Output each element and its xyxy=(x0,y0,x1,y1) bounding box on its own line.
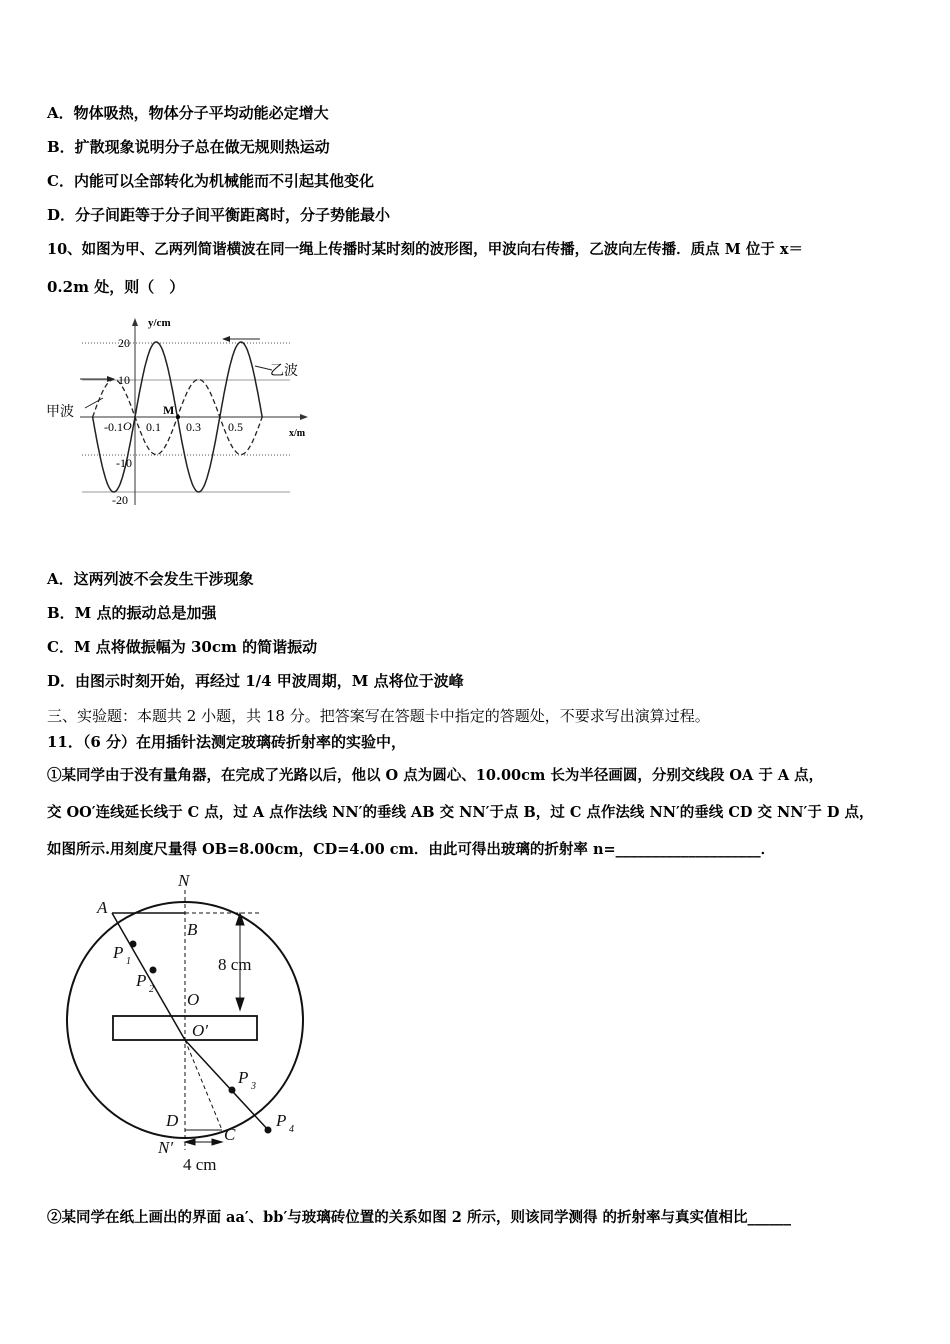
svg-text:10: 10 xyxy=(118,373,130,387)
svg-text:8 cm: 8 cm xyxy=(218,955,252,974)
svg-text:P: P xyxy=(113,943,124,962)
svg-text:1: 1 xyxy=(126,956,131,967)
svg-text:0.1: 0.1 xyxy=(146,420,161,434)
svg-text:y/cm: y/cm xyxy=(148,317,171,329)
arrow-right-icon xyxy=(107,376,115,382)
q9-option-b: B．扩散现象说明分子总在做无规则热运动 xyxy=(47,138,330,156)
q9-option-a: A．物体吸热，物体分子平均动能必定增大 xyxy=(47,104,329,122)
svg-text:-10: -10 xyxy=(116,456,132,470)
svg-text:M: M xyxy=(163,403,175,417)
q10-option-b: B．M 点的振动总是加强 xyxy=(47,604,217,622)
q9-option-d: D．分子间距等于分子间平衡距离时，分子势能最小 xyxy=(47,206,391,224)
svg-text:x/m: x/m xyxy=(289,428,306,439)
q9-option-c: C．内能可以全部转化为机械能而不引起其他变化 xyxy=(47,172,374,190)
svg-text:D: D xyxy=(166,1111,179,1130)
q11-p2: ②某同学在纸上画出的界面 aa′、bb′与玻璃砖位置的关系如图 2 所示，则该同学测得 的折射率与真实值相比______ xyxy=(47,1209,791,1226)
svg-text:-20: -20 xyxy=(112,493,128,507)
q11-p1-line3: 如图所示.用刻度尺量得 OB=8.00cm，CD=4.00 cm．由此可得出玻璃的折射率 n=____________________． xyxy=(47,841,776,858)
q10-option-a: A．这两列波不会发生干涉现象 xyxy=(47,570,254,588)
q11-stem: 11．（6 分）在用插针法测定玻璃砖折射率的实验中， xyxy=(47,733,407,751)
svg-text:4 cm: 4 cm xyxy=(183,1155,217,1174)
svg-text:20: 20 xyxy=(118,336,130,350)
svg-text:O′: O′ xyxy=(192,1021,208,1040)
q11-p1-line1: ①某同学由于没有量角器，在完成了光路以后，他以 O 点为圆心、10.00cm 长为半径画圆，分别交线段 OA 于 A 点， xyxy=(47,767,824,784)
wave-figure xyxy=(0,300,330,520)
svg-text:C: C xyxy=(224,1125,236,1144)
svg-text:A: A xyxy=(97,898,108,917)
q10-option-d: D．由图示时刻开始，再经过 1/4 甲波周期，M 点将位于波峰 xyxy=(47,672,464,690)
svg-text:3: 3 xyxy=(251,1081,256,1092)
q10-stem-1: 10、如图为甲、乙两列简谐横波在同一绳上传播时某时刻的波形图，甲波向右传播，乙波向左传播．质点 M 位于 x＝ xyxy=(47,241,804,258)
q10-option-c: C．M 点将做振幅为 30cm 的简谐振动 xyxy=(47,638,318,656)
svg-text:P: P xyxy=(276,1111,287,1130)
svg-text:P: P xyxy=(238,1068,249,1087)
arrow-left-icon xyxy=(222,336,230,342)
svg-text:乙波: 乙波 xyxy=(270,364,298,379)
svg-text:0.3: 0.3 xyxy=(186,420,201,434)
q11-p1-line2: 交 OO′连线延长线于 C 点，过 A 点作法线 NN′的垂线 AB 交 NN′于点 B，过 C 点作法线 NN′的垂线 CD 交 NN′于 D 点， xyxy=(47,804,874,821)
svg-text:O: O xyxy=(123,419,132,433)
svg-text:-0.1: -0.1 xyxy=(104,420,123,434)
svg-text:0.5: 0.5 xyxy=(228,420,243,434)
svg-text:N′: N′ xyxy=(158,1138,174,1157)
q10-stem-2: 0.2m 处，则（ ） xyxy=(47,278,185,296)
refraction-figure xyxy=(0,860,320,1180)
svg-text:B: B xyxy=(187,920,198,939)
svg-text:4: 4 xyxy=(289,1124,294,1135)
svg-text:甲波: 甲波 xyxy=(46,405,74,420)
section3-heading: 三、实验题：本题共 2 小题，共 18 分。把答案写在答题卡中指定的答题处，不要求写出演算过程。 xyxy=(47,707,710,725)
svg-text:N: N xyxy=(178,871,190,890)
svg-text:O: O xyxy=(187,990,200,1009)
svg-text:2: 2 xyxy=(149,984,154,995)
svg-text:P: P xyxy=(136,971,147,990)
